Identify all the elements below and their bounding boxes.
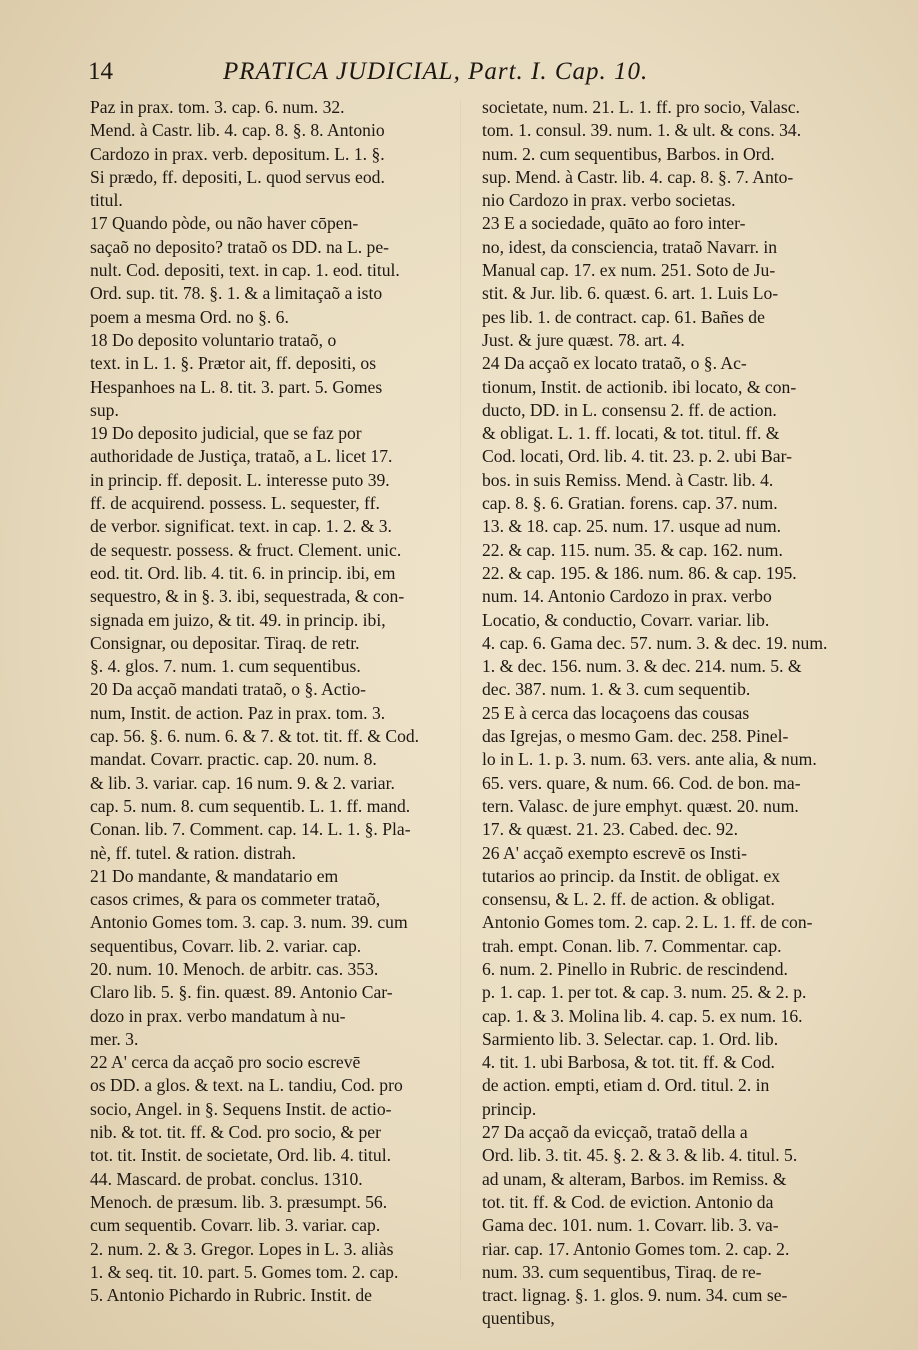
text-line: trah. empt. Conan. lib. 7. Commentar. cap. [482,935,782,956]
text-line: Conan. lib. 7. Comment. cap. 14. L. 1. §. Pla- [90,819,411,840]
text-line: 22. & cap. 195. & 186. num. 86. & cap. 195. [482,562,797,583]
text-line: 20. num. 10. Menoch. de arbitr. cas. 353. [90,958,379,979]
text-line: 18 Do deposito voluntario trataõ, o [90,329,337,350]
text-line: 44. Mascard. de probat. conclus. 1310. [90,1168,363,1189]
text-line: §. 4. glos. 7. num. 1. cum sequentibus. [90,656,361,677]
text-line: 1. & seq. tit. 10. part. 5. Gomes tom. 2. cap. [90,1261,399,1282]
text-line: sup. Mend. à Castr. lib. 4. cap. 8. §. 7. Anto- [482,166,794,187]
text-line: eod. tit. Ord. lib. 4. tit. 6. in princip. ibi, em [90,562,396,583]
text-line: de verbor. significat. text. in cap. 1. 2. & 3. [90,516,392,537]
text-line: mer. 3. [90,1028,139,1049]
text-line: Consignar, ou depositar. Tiraq. de retr. [90,632,360,653]
text-line: Cod. locati, Ord. lib. 4. tit. 23. p. 2. ubi Bar- [482,446,792,467]
text-line: 22 A' cerca da acçaõ pro socio escrevē [90,1052,361,1073]
text-line: Ord. sup. tit. 78. §. 1. & a limitaçaõ a isto [90,283,383,304]
text-line: 19 Do deposito judicial, que se faz por [90,423,362,444]
text-line: num. 14. Antonio Cardozo in prax. verbo [482,586,772,607]
text-line: cap. 56. §. 6. num. 6. & 7. & tot. tit. ff. & Cod. [90,726,420,747]
text-line: 23 E a sociedade, quāto ao foro inter- [482,213,746,234]
text-line: sequestro, & in §. 3. ibi, sequestrada, & con- [90,586,405,607]
text-line: Sarmiento lib. 3. Selectar. cap. 1. Ord. lib. [482,1028,779,1049]
text-line: num. 33. cum sequentibus, Tiraq. de re- [482,1261,762,1282]
text-line: cap. 8. §. 6. Gratian. forens. cap. 37. num. [482,493,778,514]
text-line: 13. & 18. cap. 25. num. 17. usque ad num. [482,516,782,537]
text-line: 2. num. 2. & 3. Gregor. Lopes in L. 3. aliàs [90,1238,394,1259]
text-line: quentibus, [482,1308,555,1329]
text-line: cap. 1. & 3. Molina lib. 4. cap. 5. ex num. 16. [482,1005,803,1026]
text-line: mandat. Covarr. practic. cap. 20. num. 8. [90,749,377,770]
text-line: 24 Da acçaõ ex locato trataõ, o §. Ac- [482,353,747,374]
text-line: 27 Da acçaõ da evicçaõ, trataõ della a [482,1122,748,1143]
text-line: princip. [482,1098,537,1119]
text-line: nult. Cod. depositi, text. in cap. 1. eod. titul. [90,260,400,281]
text-line: Manual cap. 17. ex num. 251. Soto de Ju- [482,260,776,281]
text-line: & obligat. L. 1. ff. locati, & tot. titul. ff. & [482,423,780,444]
left-column [90,96,460,1307]
text-line: in princip. ff. deposit. L. interesse puto 39. [90,469,390,490]
text-line: lo in L. 1. p. 3. num. 63. vers. ante alia, & num. [482,749,817,770]
text-line: Gama dec. 101. num. 1. Covarr. lib. 3. va- [482,1215,779,1236]
text-line: cum sequentib. Covarr. lib. 3. variar. cap. [90,1215,381,1236]
text-line: Paz in prax. tom. 3. cap. 6. num. 32. [90,97,345,117]
text-line: ad unam, & alteram, Barbos. im Remiss. & [482,1168,787,1189]
text-line: 21 Do mandante, & mandatario em [90,865,339,886]
text-line: ducto, DD. in L. consensu 2. ff. de action. [482,399,777,420]
page-number: 14 [88,58,113,85]
text-line: Just. & jure quæst. 78. art. 4. [482,329,685,350]
text-line: poem a mesma Ord. no §. 6. [90,306,289,327]
text-line: 1. & dec. 156. num. 3. & dec. 214. num. 5. & [482,656,802,677]
text-line: num, Instit. de action. Paz in prax. tom. 3. [90,702,386,723]
text-line: signada em juizo, & tit. 49. in princip. ibi, [90,609,386,630]
text-line: dozo in prax. verbo mandatum à nu- [90,1005,346,1026]
text-line: tot. tit. ff. & Cod. de eviction. Antonio da [482,1191,774,1212]
text-line: societate, num. 21. L. 1. ff. pro socio, Valasc. [482,97,800,117]
text-line: p. 1. cap. 1. per tot. & cap. 3. num. 25. & 2. p. [482,982,807,1003]
text-line: saçaõ no deposito? trataõ os DD. na L. pe- [90,236,389,257]
text-line: casos crimes, & para os commeter trataõ, [90,889,381,910]
running-title: PRATICA JUDICIAL, Part. I. Cap. 10. [223,58,649,85]
page-header [88,58,848,94]
text-line: de action. empti, etiam d. Ord. titul. 2. in [482,1075,770,1096]
text-line: sequentibus, Covarr. lib. 2. variar. cap. [90,935,362,956]
text-line: tionum, Instit. de actionib. ibi locato, & con- [482,376,797,397]
text-line: cap. 5. num. 8. cum sequentib. L. 1. ff. mand. [90,795,411,816]
text-line: 65. vers. quare, & num. 66. Cod. de bon. ma- [482,772,801,793]
text-line: Antonio Gomes tom. 2. cap. 2. L. 1. ff. de con- [482,912,813,933]
text-line: das Igrejas, o mesmo Gam. dec. 258. Pinel- [482,726,789,747]
column-gutter [460,100,461,1280]
text-line: 20 Da acçaõ mandati trataõ, o §. Actio- [90,679,367,700]
text-line: 25 E à cerca das locaçoens das cousas [482,702,750,723]
text-line: tutarios ao princip. da Instit. de obligat. ex [482,865,781,886]
text-line: Mend. à Castr. lib. 4. cap. 8. §. 8. Antonio [90,120,385,141]
text-line: pes lib. 1. de contract. cap. 61. Bañes de [482,306,765,327]
text-line: 22. & cap. 115. num. 35. & cap. 162. num. [482,539,783,560]
text-line: Locatio, & conductio, Covarr. variar. lib. [482,609,770,630]
text-line: Hespanhoes na L. 8. tit. 3. part. 5. Gomes [90,376,383,397]
text-line: tom. 1. consul. 39. num. 1. & ult. & cons. 34. [482,120,802,141]
text-line: num. 2. cum sequentibus, Barbos. in Ord. [482,143,775,164]
text-line: 4. cap. 6. Gama dec. 57. num. 3. & dec. 19. num. [482,632,828,653]
text-line: titul. [90,190,123,211]
text-line: 17. & quæst. 21. 23. Cabed. dec. 92. [482,819,739,840]
text-line: de sequestr. possess. & fruct. Clement. unic. [90,539,402,560]
text-line: dec. 387. num. 1. & 3. cum sequentib. [482,679,751,700]
text-line: no, idest, da consciencia, trataõ Navarr. in [482,236,778,257]
text-line: consensu, & L. 2. ff. de action. & obligat. [482,889,775,910]
text-line: authoridade de Justiça, trataõ, a L. licet 17. [90,446,393,467]
text-line: & lib. 3. variar. cap. 16 num. 9. & 2. variar. [90,772,395,793]
text-line: tract. lignag. §. 1. glos. 9. num. 34. cum se- [482,1285,788,1306]
text-line: os DD. a glos. & text. na L. tandiu, Cod. pro [90,1075,403,1096]
text-line: ff. de acquirend. possess. L. sequester, ff. [90,493,380,514]
text-line: 4. tit. 1. ubi Barbosa, & tot. tit. ff. & Cod. [482,1052,775,1073]
text-line: sup. [90,399,119,420]
text-line: stit. & Jur. lib. 6. quæst. 6. art. 1. Luis Lo- [482,283,779,304]
text-line: 6. num. 2. Pinello in Rubric. de rescindend. [482,958,788,979]
text-line: Ord. lib. 3. tit. 45. §. 2. & 3. & lib. 4. titul. 5. [482,1145,798,1166]
text-line: riar. cap. 17. Antonio Gomes tom. 2. cap. 2. [482,1238,790,1259]
text-line: text. in L. 1. §. Prætor ait, ff. depositi, os [90,353,377,374]
text-line: Claro lib. 5. §. fin. quæst. 89. Antonio Car- [90,982,393,1003]
right-column [482,96,850,1331]
text-line: Antonio Gomes tom. 3. cap. 3. num. 39. cum [90,912,408,933]
text-line: nib. & tot. tit. ff. & Cod. pro socio, & per [90,1122,381,1143]
text-line: tern. Valasc. de jure emphyt. quæst. 20. num. [482,795,799,816]
text-line: bos. in suis Remiss. Mend. à Castr. lib. 4. [482,469,774,490]
text-line: Si prædo, ff. depositi, L. quod servus eod. [90,166,385,187]
text-line: socio, Angel. in §. Sequens Instit. de actio- [90,1098,392,1119]
text-line: nio Cardozo in prax. verbo societas. [482,190,736,211]
text-line: 26 A' acçaõ exempto escrevē os Insti- [482,842,748,863]
text-line: Menoch. de præsum. lib. 3. præsumpt. 56. [90,1191,388,1212]
text-line: 5. Antonio Pichardo in Rubric. Instit. de [90,1285,372,1306]
text-line: nè, ff. tutel. & ration. distrah. [90,842,296,863]
text-line: Cardozo in prax. verb. depositum. L. 1. §. [90,143,385,164]
text-line: 17 Quando pòde, ou não haver cōpen- [90,213,359,234]
text-line: tot. tit. Instit. de societate, Ord. lib. 4. titul. [90,1145,392,1166]
